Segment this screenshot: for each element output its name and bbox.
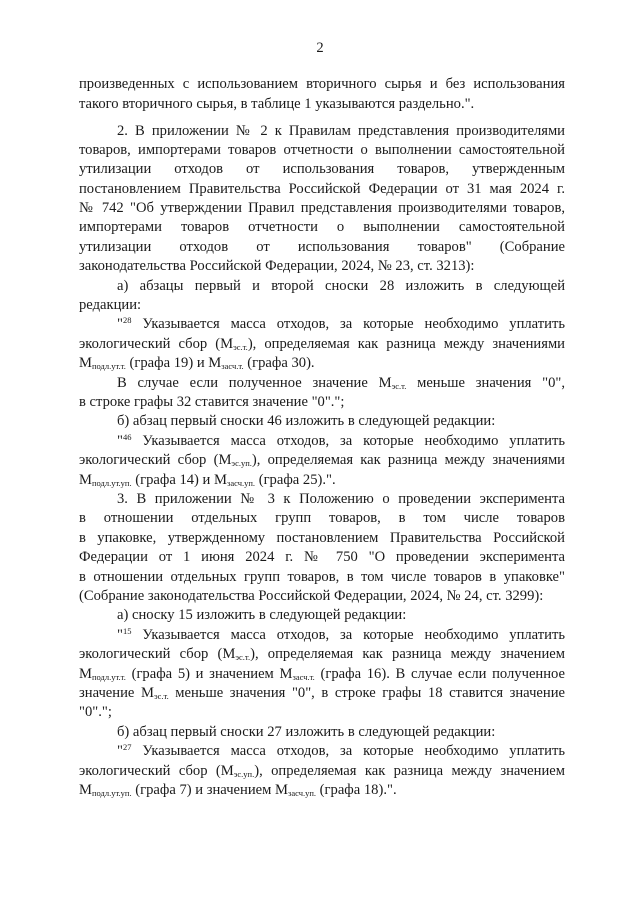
text-line: экологический сбор $(М_{эс.уп.})$, определяемая как разница между значениями xyxy=(79,452,565,468)
text-line: утилизации отходов от использования товаров, утвержденным xyxy=(79,161,565,177)
text-line: 2. В приложении № 2 к Правилам представления производителями xyxy=(117,123,565,139)
text-line: товаров, импортерами товаров отчетности о выполнении самостоятельной xyxy=(79,142,565,158)
text-line: $М_{подл.ут.уп.}$ (графа 14) и $М_{засч.уп.}$ (графа 25).". xyxy=(79,472,336,488)
text-line: экологический сбор $(М_{эс.т.})$, определяемая как разница между значениями xyxy=(79,336,565,352)
text-line: 3. В приложении № 3 к Положению о проведении эксперимента xyxy=(117,491,565,507)
text-line: В случае если полученное значение $М_{эс.т.}$ меньше значения "0", xyxy=(117,375,565,391)
text-line: (Собрание законодательства Российской Федерации, 2024, № 24, ст. 3299): xyxy=(79,588,544,604)
text-line: Федерации от 1 июня 2024 г. № 750 "О проведении эксперимента xyxy=(79,549,565,565)
text-line: экологический сбор $(М_{эс.уп.})$, определяемая как разница между значением xyxy=(79,763,565,779)
text-line: а) абзацы первый и второй сноски 28 изложить в следующей xyxy=(117,278,565,294)
text-line: законодательства Российской Федерации, 2024, № 23, ст. 3213): xyxy=(79,258,475,274)
page-number: 2 xyxy=(316,40,324,56)
text-line: экологический сбор $(М_{эс.т.})$, определяемая как разница между значением xyxy=(79,646,565,662)
text-line: б) абзац первый сноски 46 изложить в следующей редакции: xyxy=(117,413,496,429)
text-line: в строке графы 32 ставится значение "0"."; xyxy=(79,394,345,410)
text-line: постановлением Правительства Российской Федерации от 31 мая 2024 г. xyxy=(79,181,565,197)
footnote-15-line: "$^{15}$ Указывается масса отходов, за которые необходимо уплатить xyxy=(117,626,565,643)
text-line: № 742 "Об утверждении Правил представления производителями товаров, xyxy=(79,200,565,216)
text-line: $М_{подл.ут.т.}$ (графа 5) и значением $М_{засч.т.}$ (графа 16). В случае если полученное xyxy=(79,666,565,682)
text-line: "0"."; xyxy=(79,704,112,720)
text-line: в отношении отдельных групп товаров, в том числе товаров xyxy=(79,510,565,526)
text-line: в упаковке, утвержденному постановлением Правительства Российской xyxy=(79,530,565,546)
text-line: утилизации отходов от использования товаров" (Собрание xyxy=(79,239,565,255)
text-line: б) абзац первый сноски 27 изложить в следующей редакции: xyxy=(117,724,496,740)
text-line: такого вторичного сырья, в таблице 1 указываются раздельно.". xyxy=(79,96,475,112)
text-line: а) сноску 15 изложить в следующей редакции: xyxy=(117,607,407,623)
text-line: значение $М_{эс.т.}$ меньше значения "0", в строке графы 18 ставится значение xyxy=(79,685,565,701)
text-line: произведенных с использованием вторичного сырья и без использования xyxy=(79,76,565,92)
text-line: $М_{подл.ут.уп.}$ (графа 7) и значением $М_{засч.уп.}$ (графа 18).". xyxy=(79,782,397,798)
text-line: в отношении отдельных групп товаров, в том числе товаров в упаковке" xyxy=(79,569,565,585)
footnote-27-line: "$^{27}$ Указывается масса отходов, за которые необходимо уплатить xyxy=(117,742,565,759)
footnote-46-line: "$^{46}$ Указывается масса отходов, за которые необходимо уплатить xyxy=(117,432,565,449)
text-line: $М_{подл.ут.т.}$ (графа 19) и $М_{засч.т.}$ (графа 30). xyxy=(79,355,315,371)
text-line: редакции: xyxy=(79,297,142,313)
text-line: импортерами товаров отчетности о выполнении самостоятельной xyxy=(79,219,565,235)
footnote-28-line: "$^{28}$ Указывается масса отходов, за которые необходимо уплатить xyxy=(117,315,565,332)
